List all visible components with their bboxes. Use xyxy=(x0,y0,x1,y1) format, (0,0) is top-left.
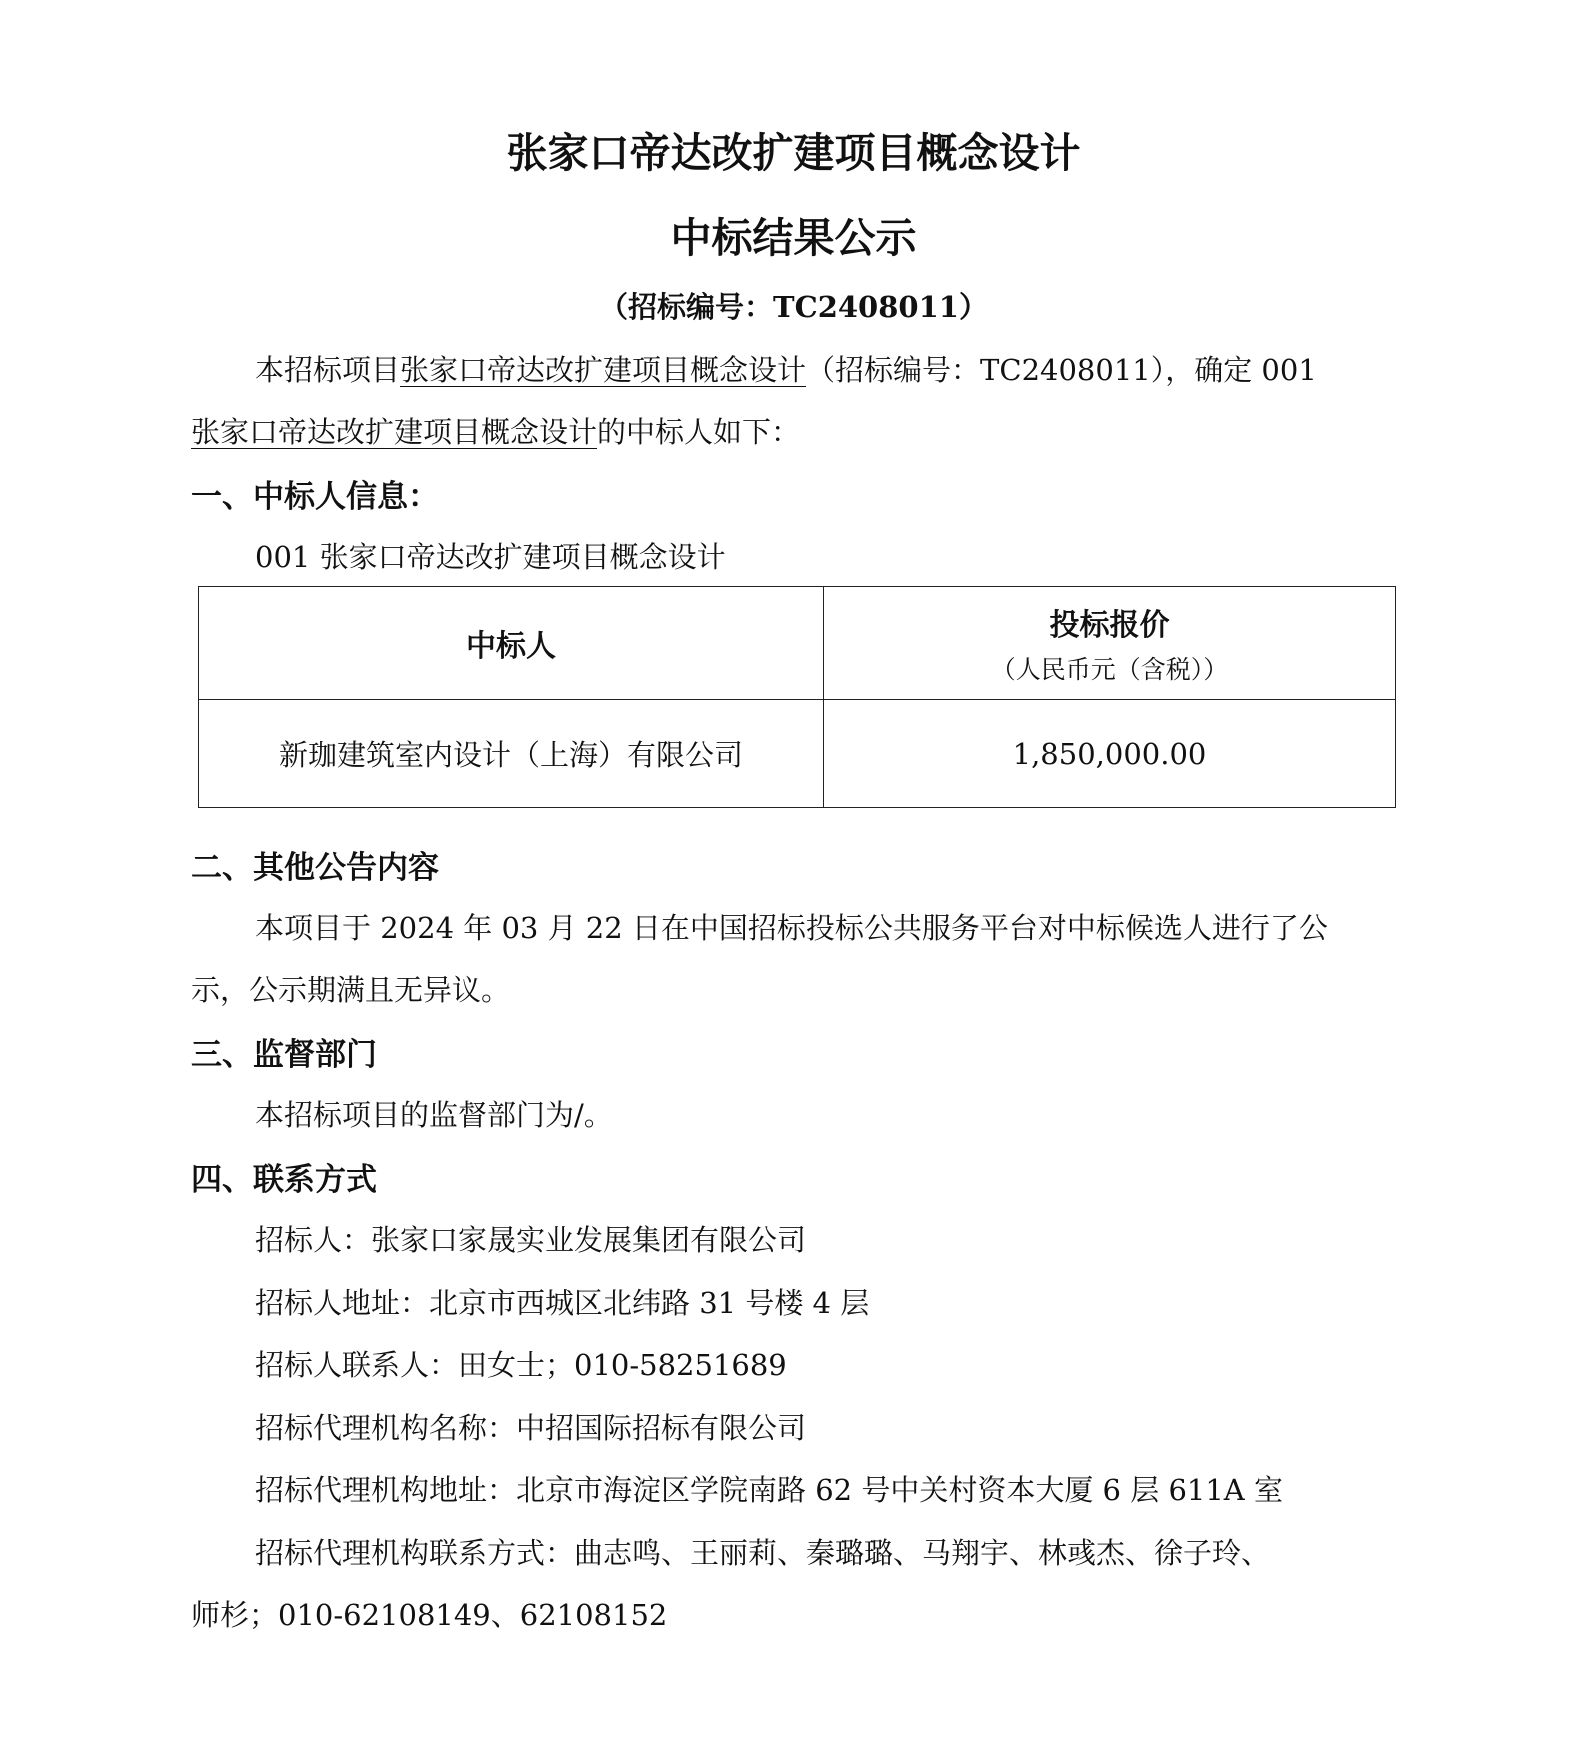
section2-line-2: 示，公示期满且无异议。 xyxy=(191,973,511,1007)
tender-code: （招标编号：TC2408011） xyxy=(599,290,988,324)
intro-project-name: 张家口帝达改扩建项目概念设计 xyxy=(400,353,807,387)
section4-heading: 四、联系方式 xyxy=(191,1162,377,1198)
lot-label: 001 张家口帝达改扩建项目概念设计 xyxy=(255,540,726,574)
tenderer-address: 招标人地址：北京市西城区北纬路 31 号楼 4 层 xyxy=(255,1286,870,1320)
tenderer-contact: 招标人联系人：田女士；010-58251689 xyxy=(255,1348,787,1382)
section2-line-1: 本项目于 2024 年 03 月 22 日在中国招标投标公共服务平台对中标候选人进行了公 xyxy=(255,911,1328,945)
winner-name-cell: 新珈建筑室内设计（上海）有限公司 xyxy=(199,700,824,808)
table-header-row xyxy=(199,587,1396,700)
intro-line-1 xyxy=(255,348,1317,389)
price-header-unit: （人民币元（含税）） xyxy=(990,655,1229,684)
table-row xyxy=(199,700,1396,808)
section2-heading: 二、其他公告内容 xyxy=(191,850,439,886)
section3-heading: 三、监督部门 xyxy=(191,1037,377,1073)
winner-column-header xyxy=(199,587,824,700)
intro-middle: （招标编号：TC2408011），确定 001 xyxy=(806,353,1317,387)
intro-suffix: 的中标人如下： xyxy=(597,415,801,449)
tenderer-name: 招标人：张家口家晟实业发展集团有限公司 xyxy=(255,1223,807,1257)
price-header-label: 投标报价 xyxy=(1049,608,1170,643)
intro-line-2 xyxy=(191,410,800,451)
winner-header-label: 中标人 xyxy=(466,629,556,664)
bid-price-cell: 1,850,000.00 xyxy=(824,700,1396,808)
agency-contact-line-1: 招标代理机构联系方式：曲志鸣、王丽莉、秦璐璐、马翔宇、林彧杰、徐子玲、 xyxy=(255,1536,1271,1570)
intro-lot-name: 张家口帝达改扩建项目概念设计 xyxy=(191,415,598,449)
section3-text: 本招标项目的监督部门为/。 xyxy=(255,1098,613,1132)
document-title: 张家口帝达改扩建项目概念设计 xyxy=(506,129,1081,177)
document-subtitle: 中标结果公示 xyxy=(670,214,917,262)
winner-table xyxy=(198,586,1396,808)
intro-prefix: 本招标项目 xyxy=(255,353,401,387)
agency-address: 招标代理机构地址：北京市海淀区学院南路 62 号中关村资本大厦 6 层 611A 室 xyxy=(255,1473,1283,1507)
agency-name: 招标代理机构名称：中招国际招标有限公司 xyxy=(255,1411,807,1445)
price-column-header xyxy=(824,587,1396,700)
section1-heading: 一、中标人信息： xyxy=(191,479,439,515)
agency-contact-line-2: 师杉；010-62108149、62108152 xyxy=(191,1598,668,1632)
